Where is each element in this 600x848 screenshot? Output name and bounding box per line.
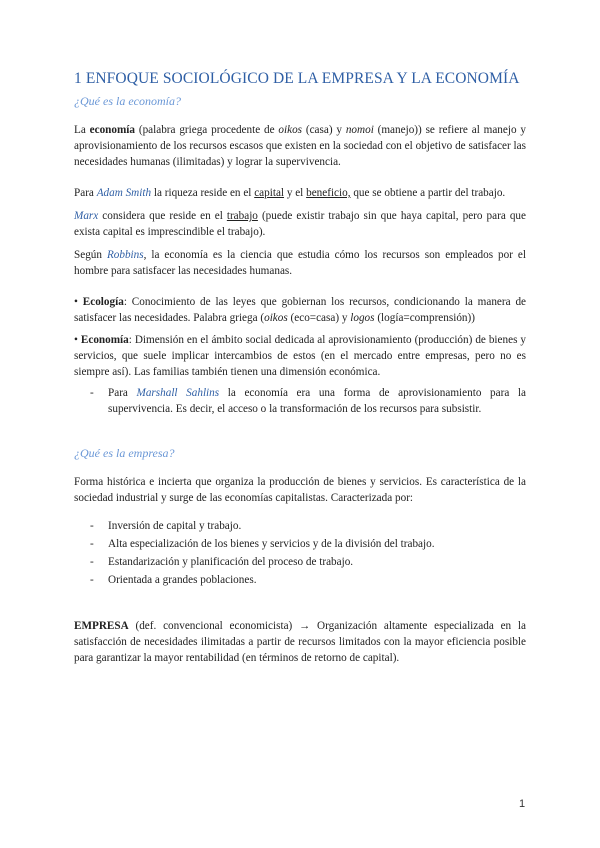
name-sahlins: Marshall Sahlins (136, 387, 220, 399)
section-heading: 1 ENFOQUE SOCIOLÓGICO DE LA EMPRESA Y LA ECONOMÍA (74, 70, 520, 87)
name-adam-smith: Adam Smith (96, 187, 152, 199)
paragraph-ecologia: • Ecología: Conocimiento de las leyes que gobiernan los recursos, condicionando la manera de satisfacer las necesidades. Palabra griega (oikos (eco=casa) y logos (logía=comprensión)) (74, 296, 526, 324)
term-empresa: EMPRESA (74, 620, 129, 632)
paragraph-empresa: Forma histórica e incierta que organiza la producción de bienes y servicios. Es característica de la sociedad industrial y surge de las economías capitalistas. Caracterizada por: (74, 476, 526, 504)
list-item: - Para Marshall Sahlins la economía era una forma de aprovisionamiento para la supervivencia. Es decir, el acceso o la transformación de los recursos para subsistir. (90, 387, 526, 415)
bullet-icon: • (74, 334, 78, 346)
paragraph-adam-smith: Para Adam Smith la riqueza reside en el capital y el beneficio, que se obtiene a partir del trabajo. (74, 187, 506, 199)
question-economia: ¿Qué es la economía? (74, 94, 181, 108)
name-robbins: Robbins (106, 249, 144, 261)
paragraph-economia-def: La economía (palabra griega procedente de oikos (casa) y nomoi (manejo)) se refiere al manejo y aprovisionamiento de los recursos escasos que existen en la sociedad con el objetivo de satisfacer las necesidades humanas (ilimitadas) y lograr la supervivencia. (74, 124, 526, 168)
name-marx: Marx (74, 210, 99, 222)
bullet-icon: • (74, 296, 78, 308)
list-item: - Estandarización y planificación del proceso de trabajo. (90, 556, 354, 568)
page-number: 1 (519, 798, 526, 810)
question-empresa: ¿Qué es la empresa? (74, 446, 175, 460)
sahlins-list (74, 385, 526, 417)
list-item: - Alta especialización de los bienes y servicios y de la división del trabajo. (90, 538, 435, 550)
paragraph-empresa-def: EMPRESA (def. convencional economicista) → Organización altamente especializada en la satisfacción de necesidades ilimitadas a partir de recursos limitados con la mayor eficiencia posible para garantizar la mayor rentabilidad (en términos de retorno de capital). (74, 620, 526, 664)
term-economia: economía (89, 124, 136, 136)
paragraph-economia-dim: • Economía: Dimensión en el ámbito social dedicada al aprovisionamiento (producción) de bienes y servicios, que suele implicar intercambios de estos (en el mercado entre empresas, pero no es siempre así). Las familias también tienen una dimensión económica. (74, 334, 526, 378)
list-item: - Orientada a grandes poblaciones. (90, 574, 257, 586)
paragraph-robbins: Según Robbins, la economía es la ciencia que estudia cómo los recursos son empleados por el hombre para satisfacer las necesidades humanas. (74, 249, 526, 277)
list-item: - Inversión de capital y trabajo. (90, 520, 242, 532)
paragraph-marx: Marx considera que reside en el trabajo (puede existir trabajo sin que haya capital, pero para que exista capital es imprescindible el trabajo). (74, 210, 526, 238)
document-page (74, 70, 526, 666)
empresa-characteristics-list (74, 518, 526, 588)
